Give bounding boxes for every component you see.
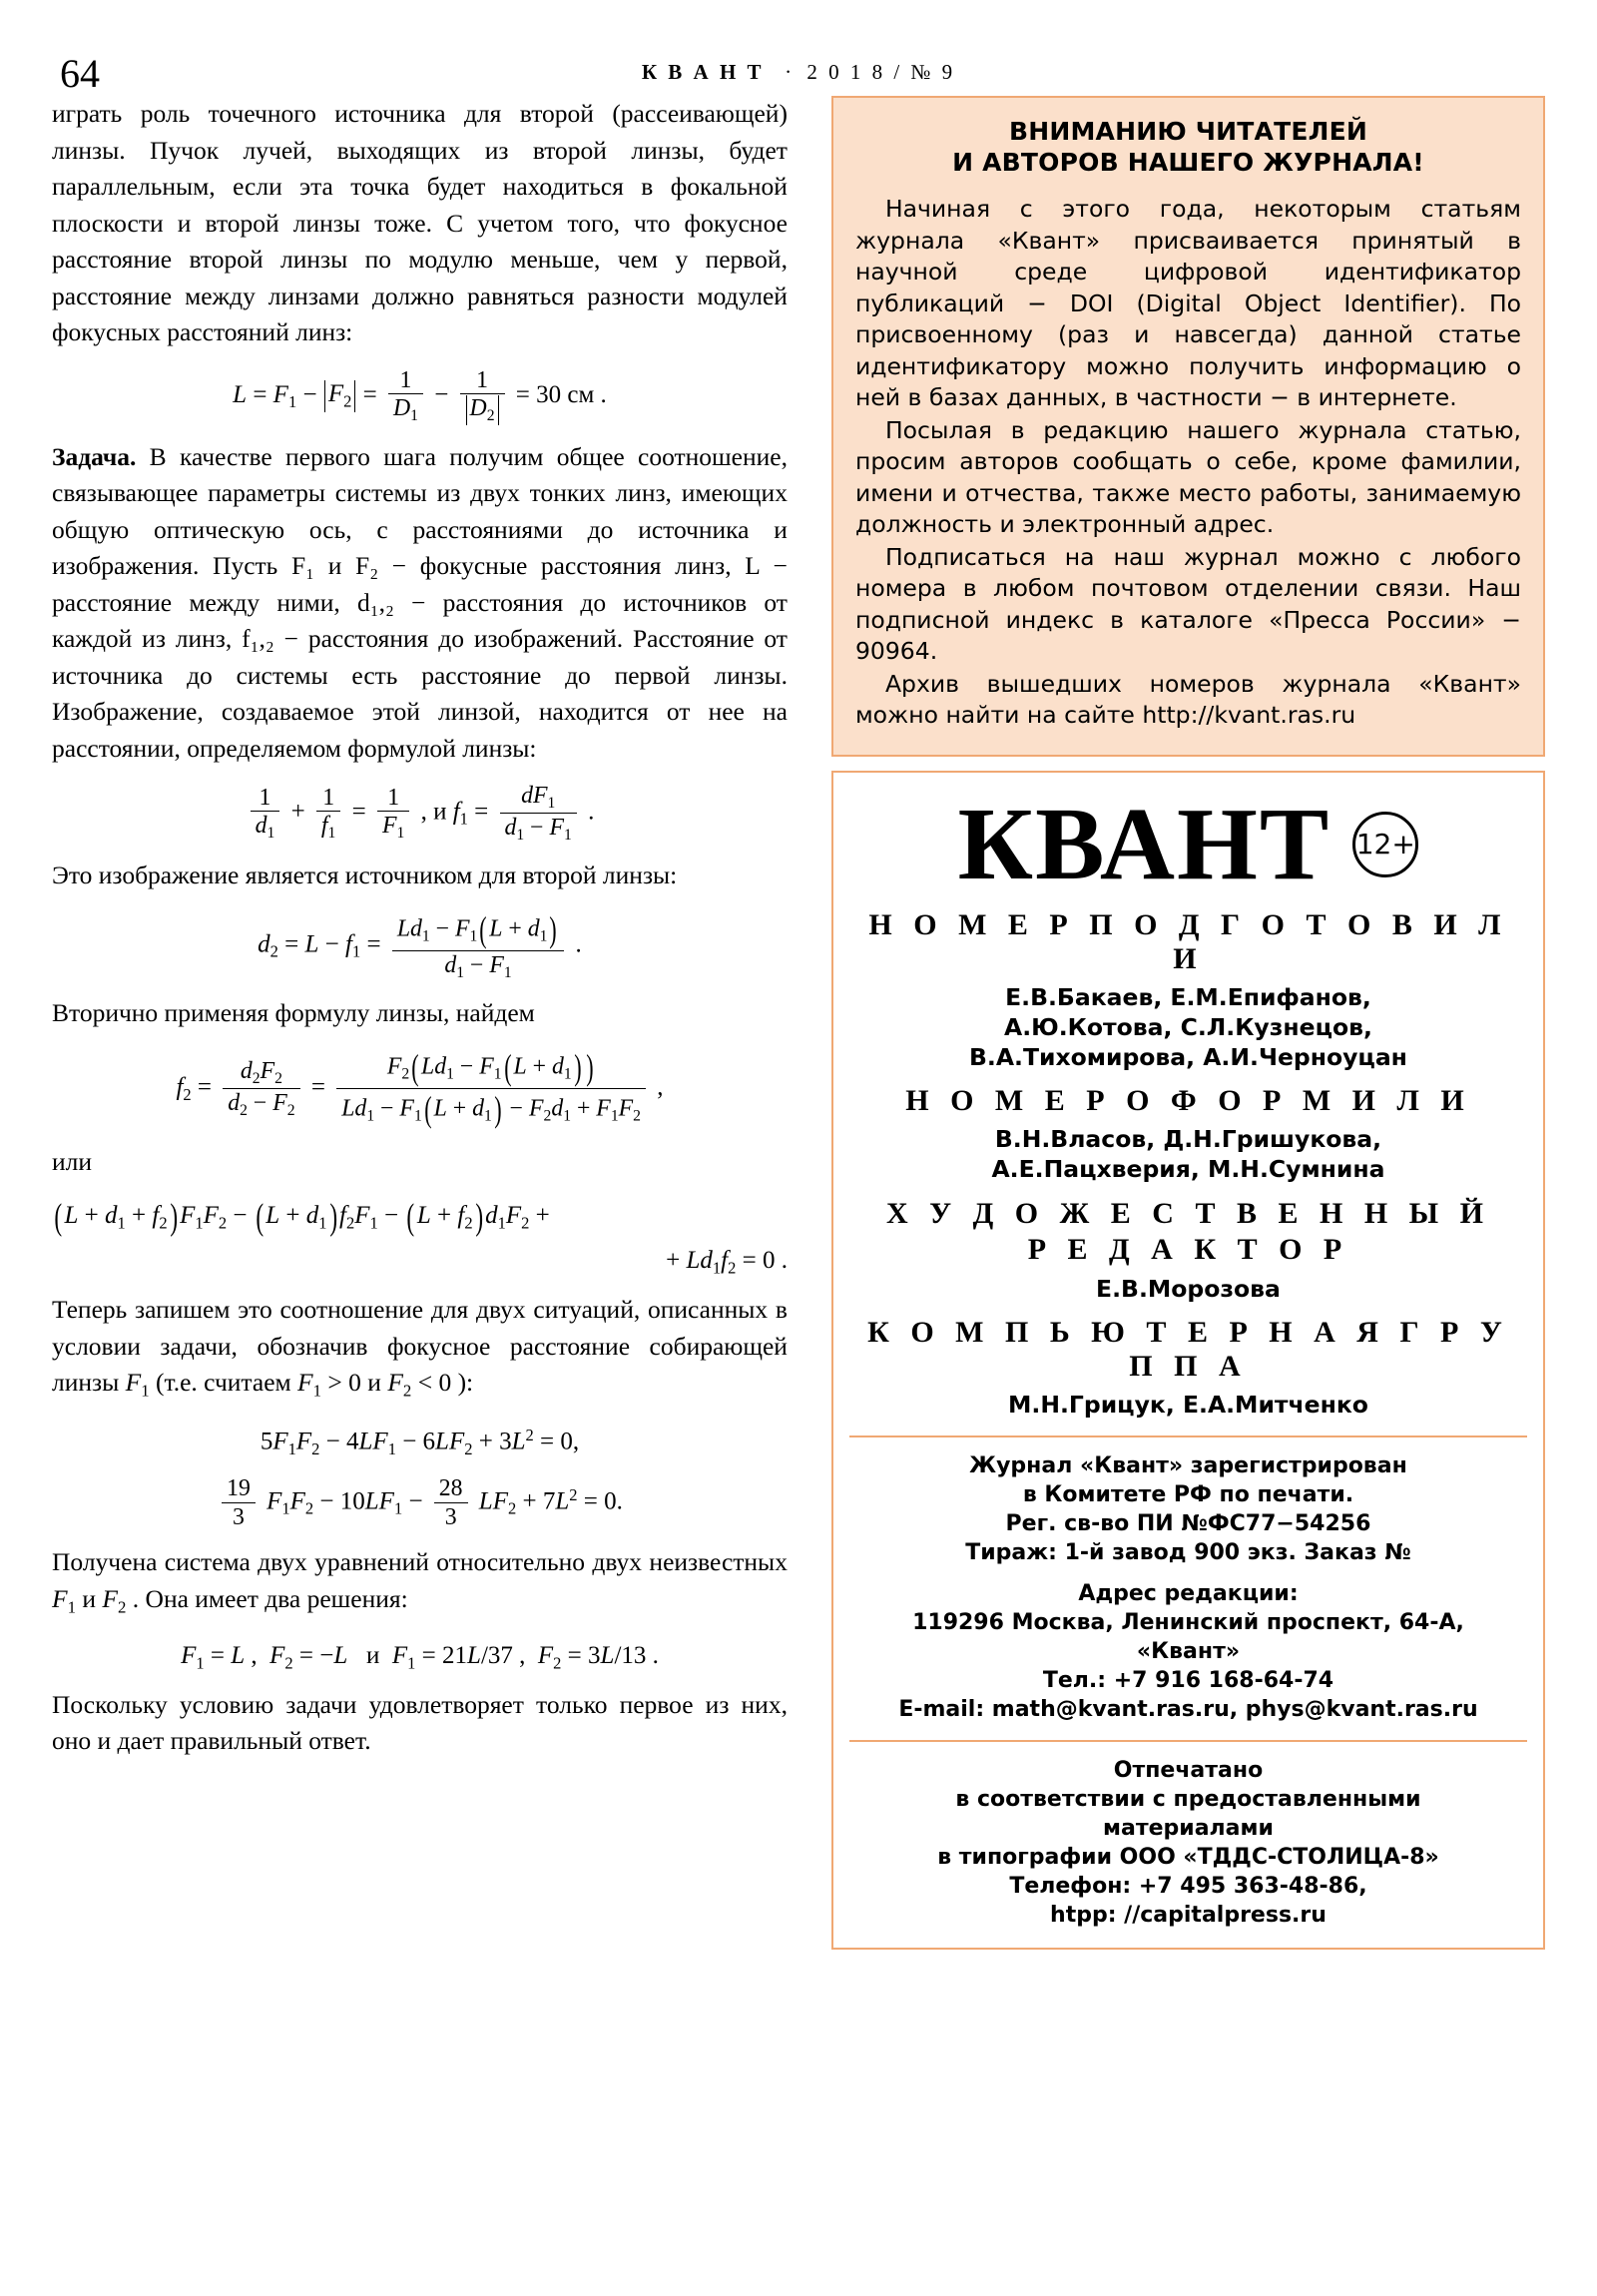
address-label: Адрес редакции: xyxy=(1078,1580,1299,1606)
notice-title-line-1: ВНИМАНИЮ ЧИТАТЕЛЕЙ xyxy=(1008,117,1367,146)
equation-d2: $d_2 = L - f_1$ = $\frac{Ld_1 - F_1(L + d_1)}{d_1 - F_1}$ . xyxy=(258,908,582,981)
imprint-address xyxy=(849,1579,1527,1724)
credit-name-line: В.А.Тихомирова, А.И.Черноуцан xyxy=(969,1042,1407,1071)
numerator-1b: 1 xyxy=(476,366,488,393)
equation-lens-separation xyxy=(52,367,788,425)
minus-sign-2: − xyxy=(434,380,449,408)
fraction-f2-right: $\frac{F_2(Ld_1 - F_1(L + d_1) )}{Ld_1 - F_1(L + d_1) - F_2d_1 + F_1F_2}$ xyxy=(336,1048,646,1130)
credits-names-computer-group xyxy=(849,1390,1527,1420)
editorial-phone[interactable]: Тел.: +7 916 168-64-74 xyxy=(1042,1667,1334,1693)
art-editor-heading-line-2: Р Е Д А К Т О Р xyxy=(1027,1232,1349,1266)
article-paragraph-6: Теперь запишем это соотношение для двух ситуаций, описанных в условии задачи, обозначив фокусное расстояние собирающей линзы $F_1$ (т.е. считаем $F_1 > 0$ и $F_2 < 0$ ): xyxy=(52,1295,788,1401)
fraction-28-over-3: $\frac{28}{3}$ xyxy=(434,1475,468,1530)
symbol-D2: D xyxy=(469,395,487,422)
credit-name-line: Е.В.Морозова xyxy=(1096,1274,1281,1303)
fraction-1-over-F1: $\frac{1}{F_1}$ xyxy=(377,785,409,843)
divider-rule-2 xyxy=(849,1740,1527,1742)
credit-name-line: А.Ю.Котова, С.Л.Кузнецов, xyxy=(1004,1012,1372,1041)
age-rating-badge: 12+ xyxy=(1352,812,1418,877)
kvant-logo: КВАНТ xyxy=(957,786,1331,901)
equation-f2: $f_2$ = $\frac{d_2F_2}{d_2 - F_2}$ = $\frac{F_2(Ld_1 - F_1(L + d_1) )}{Ld_1 - F_1(L + d_1) - F_2d_1 + F_1F_2}$ , xyxy=(176,1046,664,1129)
credits-names-art-editor xyxy=(849,1274,1527,1304)
registration-line-1: Журнал «Квант» зарегистрирован xyxy=(969,1452,1407,1478)
journal-issue: 2 0 1 8 / № 9 xyxy=(806,60,956,84)
masthead-panel xyxy=(831,771,1545,1950)
credits-heading-art-editor xyxy=(849,1196,1527,1268)
printing-block xyxy=(849,1756,1527,1930)
notice-paragraph-3: Подписаться на наш журнал можно с любого номера в любом почтовом отделении связи. Наш подписной индекс в каталоге «Пресса России» − 90964. xyxy=(854,542,1521,665)
credit-name-line: М.Н.Грицук, Е.А.Митченко xyxy=(1008,1390,1368,1419)
article-paragraph-7: Получена система двух уравнений относительно двух неизвестных $F_1$ и $F_2$ . Она имеет два решения: xyxy=(52,1547,788,1617)
subscript-2: 2 xyxy=(343,391,352,411)
denominator-absD2: $D_2$ xyxy=(460,393,505,425)
editorial-email[interactable]: E-mail: math@kvant.ras.ru, phys@kvant.ras.ru xyxy=(898,1696,1478,1722)
minus-sign-1: − xyxy=(302,380,317,408)
fraction-1-over-D1 xyxy=(388,367,423,425)
printer-phone[interactable]: Телефон: +7 495 363-48-86, xyxy=(1009,1873,1367,1899)
printed-line-4: в типографии ООО «ТДДС-СТОЛИЦА-8» xyxy=(937,1844,1439,1870)
fraction-1-over-absD2 xyxy=(460,367,505,425)
symbol-D1: D xyxy=(392,395,411,422)
journal-separator: · xyxy=(785,60,798,84)
credits-names-designed xyxy=(849,1124,1527,1184)
symbol-L: L xyxy=(233,380,248,408)
logo-row xyxy=(849,786,1527,901)
fraction-d2-expression: $\frac{Ld_1 - F_1(L + d_1)}{d_1 - F_1}$ xyxy=(392,910,564,981)
article-paragraph-2 xyxy=(52,439,788,768)
notice-paragraph-1: Начиная с этого года, некоторым статьям журнала «Квант» присваивается принятый в научной среде цифровой идентификатор публикаций − DOI (Digital Object Identifier). По присвоенному (раз и навсегда) данной статье идентификатору можно получить информацию о ней в базах данных, в частности − в интернете. xyxy=(854,195,1521,411)
credit-name-line: В.Н.Власов, Д.Н.Гришукова, xyxy=(994,1124,1382,1153)
equation-lens-formula: $\frac{1}{d_1}$ + $\frac{1}{f_1}$ = $\frac{1}{F_1}$ , и $f_1$ = $\frac{dF_1}{d_1 - F_1}$ . xyxy=(52,783,788,844)
imprint-registration xyxy=(849,1451,1527,1567)
tirage-line: Тираж: 1-й завод 900 экз. Заказ № xyxy=(965,1539,1411,1565)
equation-general-relation-cont: + $Ld_1f_2 = 0$ . xyxy=(666,1247,788,1278)
article-paragraph-4: Вторично применяя формулу линзы, найдем xyxy=(52,998,535,1028)
art-editor-heading-line-1: Х У Д О Ж Е С Т В Е Н Н Ы Й xyxy=(885,1196,1490,1230)
article-paragraph-5: или xyxy=(52,1146,93,1176)
printed-line-3: материалами xyxy=(1103,1815,1274,1841)
equation-1-result: = 30 см . xyxy=(515,380,607,408)
article-paragraph-1: играть роль точечного источника для второй (рассеивающей) линзы. Пучок лучей, выходящих из второй линзы, будет параллельным, если эта точка будет находиться в фокальной плоскости и второй линзы тоже. С учетом того, что фокусное расстояние второй линзы по модулю меньше, чем у первой, расстояние между линзами должно равняться разности модулей фокусных расстояний линз: xyxy=(52,99,788,346)
readers-notice-box xyxy=(831,96,1545,757)
credits-heading-computer-group: К О М П Ь Ю Т Е Р Н А Я Г Р У П П А xyxy=(867,1315,1509,1383)
credits-names-prepared xyxy=(849,982,1527,1072)
registration-line-3: Рег. св-во ПИ №ФС77−54256 xyxy=(1005,1510,1371,1536)
credits-heading-prepared: Н О М Е Р П О Д Г О Т О В И Л И xyxy=(868,907,1508,975)
equation-general-relation: $(L + d_1 + f_2)F_1F_2 - (L + d_1)f_2F_1 - (L + f_2)d_1F_2$ + xyxy=(54,1197,550,1239)
article-paragraph-8: Поскольку условию задачи удовлетворяет только первое из них, оно и дает правильный ответ. xyxy=(52,1689,788,1756)
notice-paragraph-4: Архив вышедших номеров журнала «Квант» можно найти на сайте http://kvant.ras.ru xyxy=(854,669,1521,729)
fraction-1-over-d1: $\frac{1}{d_1}$ xyxy=(251,785,280,843)
article-column xyxy=(52,96,788,1762)
symbol-F2: F xyxy=(327,380,344,408)
imprint-block xyxy=(849,1451,1527,1724)
page-columns xyxy=(52,96,1545,1950)
printed-line-2: в соответствии с предоставленными xyxy=(955,1786,1421,1812)
journal-issue-line xyxy=(52,60,1545,85)
equals-sign-2: = xyxy=(362,380,377,408)
printer-website[interactable]: htpp: //capitalpress.ru xyxy=(1050,1902,1327,1928)
colophon-column xyxy=(831,96,1545,1950)
equation-system-1: $5F_1F_2 - 4LF_1 - 6LF_2 + 3L^2 = 0$, xyxy=(260,1426,580,1458)
problem-label: Задача. xyxy=(52,441,137,471)
symbol-F1: F xyxy=(272,380,288,408)
address-line-2: «Квант» xyxy=(1136,1638,1241,1664)
journal-title: К В А Н Т xyxy=(641,60,765,84)
subscript-1: 1 xyxy=(287,391,297,411)
fraction-f2-left: $\frac{d_2F_2}{d_2 - F_2}$ xyxy=(223,1058,299,1119)
running-head xyxy=(52,44,1545,96)
numerator-1: 1 xyxy=(399,366,412,393)
credit-name-line: А.Е.Пацхверия, М.Н.Сумнина xyxy=(991,1154,1385,1183)
fraction-19-over-3: $\frac{19}{3}$ xyxy=(222,1475,256,1530)
denominator-D1: $D_1$ xyxy=(388,393,423,425)
problem-text: В качестве первого шага получим общее соотношение, связывающее параметры системы из двух тонких линз, имеющих общую оптическую ось, с расстояниями до источника и изображения. Пусть F₁ и F₂ − фокусные расстояния линз, L − расстояние между ними, d₁,₂ − расстояния до источников от каждой из линз, f₁,₂ − расстояния до изображений. Расстояние от источника до системы есть расстояние до первой линзы. Изображение, создаваемое этой линзой, находится от нее на расстоянии, определяемом формулой линзы: xyxy=(52,441,788,763)
notice-title-line-2: И АВТОРОВ НАШЕГО ЖУРНАЛА! xyxy=(952,148,1424,177)
page-number: 64 xyxy=(60,51,100,96)
credits-heading-designed: Н О М Е Р О Ф О Р М И Л И xyxy=(905,1083,1471,1117)
fraction-f1-solution: $\frac{dF_1}{d_1 - F_1}$ xyxy=(500,783,577,844)
equals-sign-1: = xyxy=(253,380,267,408)
divider-rule-1 xyxy=(849,1435,1527,1437)
printed-line-1: Отпечатано xyxy=(1113,1757,1264,1783)
notice-title xyxy=(855,116,1521,178)
fraction-1-over-f1: $\frac{1}{f_1}$ xyxy=(316,785,340,843)
notice-paragraph-2: Посылая в редакцию нашего журнала статью, просим авторов сообщать о себе, кроме фамилии, имени и отчества, также место работы, занимаемую должность и электронный адрес. xyxy=(854,415,1521,538)
equation-system-2: $\frac{19}{3}$ $F_1F_2 - 10LF_1$ − $\frac{28}{3}$ $LF_2 + 7L^2 = 0$. xyxy=(52,1475,788,1530)
credit-name-line: Е.В.Бакаев, Е.М.Епифанов, xyxy=(1005,982,1371,1011)
registration-line-2: в Комитете РФ по печати. xyxy=(1022,1481,1354,1507)
address-line-1: 119296 Москва, Ленинский проспект, 64-А, xyxy=(912,1609,1464,1635)
article-paragraph-3: Это изображение является источником для второй линзы: xyxy=(52,861,678,890)
equation-solutions: $F_1 = L$ , $F_2 = -L$ и $F_1 = 21L/37$ , $F_2 = 3L/13$ . xyxy=(181,1641,659,1672)
equation-conjunction: , и xyxy=(420,798,447,826)
